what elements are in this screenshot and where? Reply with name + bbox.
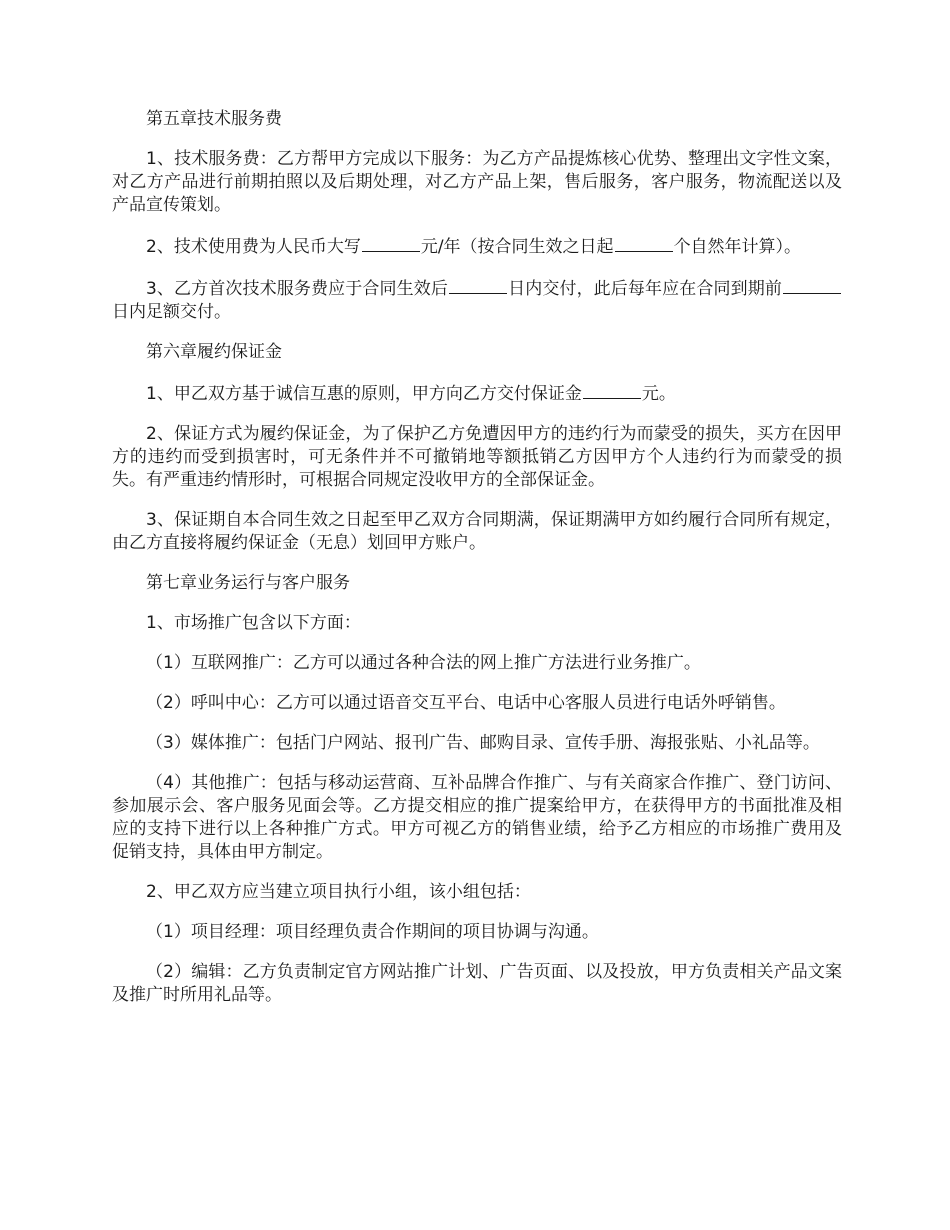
chapter-5-heading: 第五章技术服务费	[146, 109, 282, 129]
item-text: 日内交付，此后每年应在合同到期前	[507, 279, 782, 299]
fill-in-blank	[783, 276, 841, 294]
chapter-6-heading: 第六章履约保证金	[146, 342, 282, 362]
chapter-7-item-1-sub-3: （3）媒体推广：包括门户网站、报刊广告、邮购目录、宣传手册、海报张贴、小礼品等。	[146, 733, 820, 753]
chapter-5-item-2	[112, 234, 842, 259]
chapter-7-item-2-sub-1: （1）项目经理：项目经理负责合作期间的项目协调与沟通。	[146, 922, 599, 942]
fill-in-blank	[615, 234, 673, 252]
item-text: 1、甲乙双方基于诚信互惠的原则，甲方向乙方交付保证金	[146, 384, 582, 404]
chapter-7-heading: 第七章业务运行与客户服务	[146, 573, 350, 593]
chapter-5-item-1: 1、技术服务费：乙方帮甲方完成以下服务：为乙方产品提炼核心优势、整理出文字性文案，对乙方产品进行前期拍照以及后期处理，对乙方产品上架，售后服务，客户服务，物流配送以及产品宣传策划。	[112, 149, 842, 215]
chapter-7-item-1-sub-4: （4）其他推广：包括与移动运营商、互补品牌合作推广、与有关商家合作推广、登门访问、参加展示会、客户服务见面会等。乙方提交相应的推广提案给甲方，在获得甲方的书面批准及相应的支持下进行以上各种推广方式。甲方可视乙方的销售业绩，给予乙方相应的市场推广费用及促销支持，具体由甲方制定。	[112, 773, 842, 862]
chapter-7-item-1-sub-1: （1）互联网推广：乙方可以通过各种合法的网上推广方法进行业务推广。	[146, 653, 701, 673]
chapter-6-item-3: 3、保证期自本合同生效之日起至甲乙双方合同期满，保证期满甲方如约履行合同所有规定，由乙方直接将履约保证金（无息）划回甲方账户。	[112, 510, 842, 553]
chapter-6-item-2: 2、保证方式为履约保证金，为了保护乙方免遭因甲方的违约行为而蒙受的损失，买方在因甲方的违约而受到损害时，可无条件并不可撤销地等额抵销乙方因甲方个人违约行为而蒙受的损失。有严重违约情形时，可根据合同规定没收甲方的全部保证金。	[112, 424, 842, 490]
chapter-5-item-3	[112, 276, 842, 324]
fill-in-blank	[449, 276, 507, 294]
document-body	[112, 108, 842, 1024]
item-text: 日内足额交付。	[112, 302, 231, 322]
chapter-7-item-2: 2、甲乙双方应当建立项目执行小组，该小组包括：	[146, 882, 531, 902]
item-text: 3、乙方首次技术服务费应于合同生效后	[146, 279, 448, 299]
chapter-6-item-1	[112, 381, 842, 406]
chapter-7-item-1: 1、市场推广包含以下方面：	[146, 613, 361, 633]
chapter-7-item-1-sub-2: （2）呼叫中心：乙方可以通过语音交互平台、电话中心客服人员进行电话外呼销售。	[146, 693, 786, 713]
fill-in-blank	[583, 381, 641, 399]
item-text: 个自然年计算）。	[673, 237, 802, 257]
chapter-7-item-2-sub-2: （2）编辑：乙方负责制定官方网站推广计划、广告页面、以及投放，甲方负责相关产品文案及推广时所用礼品等。	[112, 962, 842, 1005]
item-text: 元/年（按合同生效之日起	[420, 237, 614, 257]
fill-in-blank	[362, 234, 420, 252]
item-text: 2、技术使用费为人民币大写	[146, 237, 361, 257]
item-text: 元。	[641, 384, 676, 404]
